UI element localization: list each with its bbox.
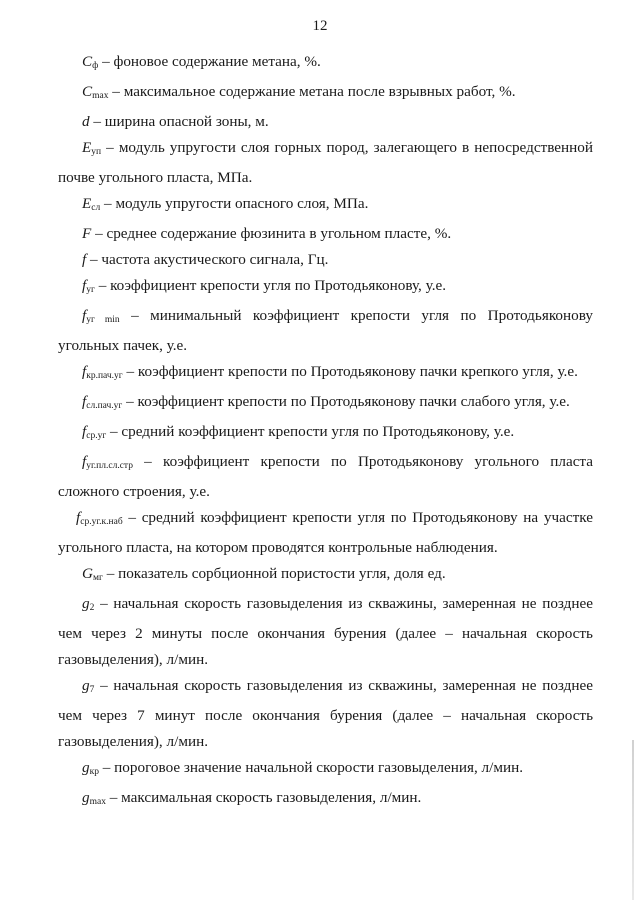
- term-symbol: f: [82, 363, 87, 380]
- term-symbol: f: [82, 423, 87, 440]
- term-subscript: сл.пач.уг: [86, 401, 123, 411]
- term-symbol: d: [82, 113, 90, 130]
- scan-edge-shadow: [632, 740, 634, 900]
- term-definition: – максимальное содержание метана после взрывных работ, %.: [108, 83, 516, 100]
- term-subscript: ср.уг.к.наб: [80, 517, 123, 527]
- term-definition: – начальная скорость газовыделения из скважины, замеренная не позднее чем через 7 минут после окончания бурения (далее – начальная скорость газовыделения), л/мин.: [58, 677, 593, 750]
- term-symbol: f: [82, 251, 87, 268]
- term-symbol: F: [82, 225, 92, 242]
- term-definition: – минимальный коэффициент крепости угля по Протодьяконову угольных пачек, у.е.: [58, 307, 593, 354]
- term-f-kr-pach: [58, 359, 593, 389]
- term-e-sl: [82, 191, 593, 221]
- term-subscript: сл: [91, 203, 101, 213]
- term-g-2: [58, 591, 593, 673]
- term-subscript: уг.пл.сл.стр: [86, 461, 133, 471]
- term-subscript: уг: [86, 285, 95, 295]
- term-symbol: E: [82, 139, 92, 156]
- term-definition: – частота акустического сигнала, Гц.: [86, 251, 329, 268]
- term-symbol: E: [82, 195, 92, 212]
- term-subscript: 7: [89, 685, 95, 695]
- term-g-kr: [82, 755, 593, 785]
- term-subscript: 2: [89, 603, 95, 613]
- term-symbol: f: [82, 277, 87, 294]
- term-subscript: кр: [89, 767, 99, 777]
- term-g-mg: [82, 561, 593, 591]
- term-subscript: max: [89, 797, 106, 807]
- term-definition: – максимальная скорость газовыделения, л/мин.: [105, 789, 422, 806]
- term-definition: – фоновое содержание метана, %.: [98, 53, 321, 70]
- term-f-freq: [82, 247, 593, 273]
- term-subscript: уп: [91, 147, 102, 157]
- term-definition: – начальная скорость газовыделения из скважины, замеренная не позднее чем через 2 минуты после окончания бурения (далее – начальная скорость газовыделения), л/мин.: [58, 595, 593, 668]
- term-subscript: max: [92, 91, 109, 101]
- term-subscript: уг min: [86, 315, 120, 325]
- term-definition: – коэффициент крепости по Протодьяконову пачки крепкого угля, у.е.: [122, 363, 578, 380]
- term-f-sl-pach: [82, 389, 593, 419]
- term-symbol: f: [82, 453, 87, 470]
- term-f-upper: [82, 221, 593, 247]
- term-symbol: G: [82, 565, 93, 582]
- term-definition: – модуль упругости слоя горных пород, залегающего в непосредственной почве угольного пласта, МПа.: [58, 139, 593, 186]
- term-definition: – средний коэффициент крепости угля по Протодьяконову на участке угольного пласта, на котором проводятся контрольные наблюдения.: [58, 509, 593, 556]
- term-symbol: g: [82, 595, 90, 612]
- term-definition: – модуль упругости опасного слоя, МПа.: [100, 195, 369, 212]
- term-c-f: [82, 49, 593, 79]
- term-f-ug: [82, 273, 593, 303]
- term-symbol: f: [82, 307, 87, 324]
- term-definition: – среднее содержание фюзинита в угольном пласте, %.: [91, 225, 452, 242]
- term-g-max: [82, 785, 593, 815]
- term-definition: – средний коэффициент крепости угля по Протодьяконову, у.е.: [106, 423, 515, 440]
- term-symbol: g: [82, 759, 90, 776]
- term-f-ug-pl-sl-str: [58, 449, 593, 505]
- term-definition: – коэффициент крепости по Протодьяконову пачки слабого угля, у.е.: [122, 393, 570, 410]
- term-definition: – ширина опасной зоны, м.: [89, 113, 269, 130]
- term-symbol: g: [82, 677, 90, 694]
- term-definition: – показатель сорбционной пористости угля, доля ед.: [102, 565, 446, 582]
- nomenclature-list: [58, 49, 593, 815]
- term-subscript: ф: [92, 61, 99, 71]
- term-definition: – пороговое значение начальной скорости газовыделения, л/мин.: [98, 759, 523, 776]
- term-subscript: ср.уг: [86, 431, 107, 441]
- term-f-sr-ug: [82, 419, 593, 449]
- term-f-sr-ug-k-nab: [58, 505, 593, 561]
- term-definition: – коэффициент крепости по Протодьяконову угольного пласта сложного строения, у.е.: [58, 453, 593, 500]
- term-symbol: C: [82, 83, 93, 100]
- term-c-max: [82, 79, 593, 109]
- term-e-up: [58, 135, 593, 191]
- term-d: [82, 109, 593, 135]
- term-symbol: g: [82, 789, 90, 806]
- term-f-ug-min: [58, 303, 593, 359]
- term-definition: – коэффициент крепости угля по Протодьяконову, у.е.: [94, 277, 447, 294]
- term-g-7: [58, 673, 593, 755]
- term-symbol: f: [76, 509, 81, 526]
- term-symbol: C: [82, 53, 93, 70]
- term-subscript: кр.пач.уг: [86, 371, 123, 381]
- term-subscript: мг: [92, 573, 103, 583]
- term-symbol: f: [82, 393, 87, 410]
- page-number: 12: [312, 18, 328, 34]
